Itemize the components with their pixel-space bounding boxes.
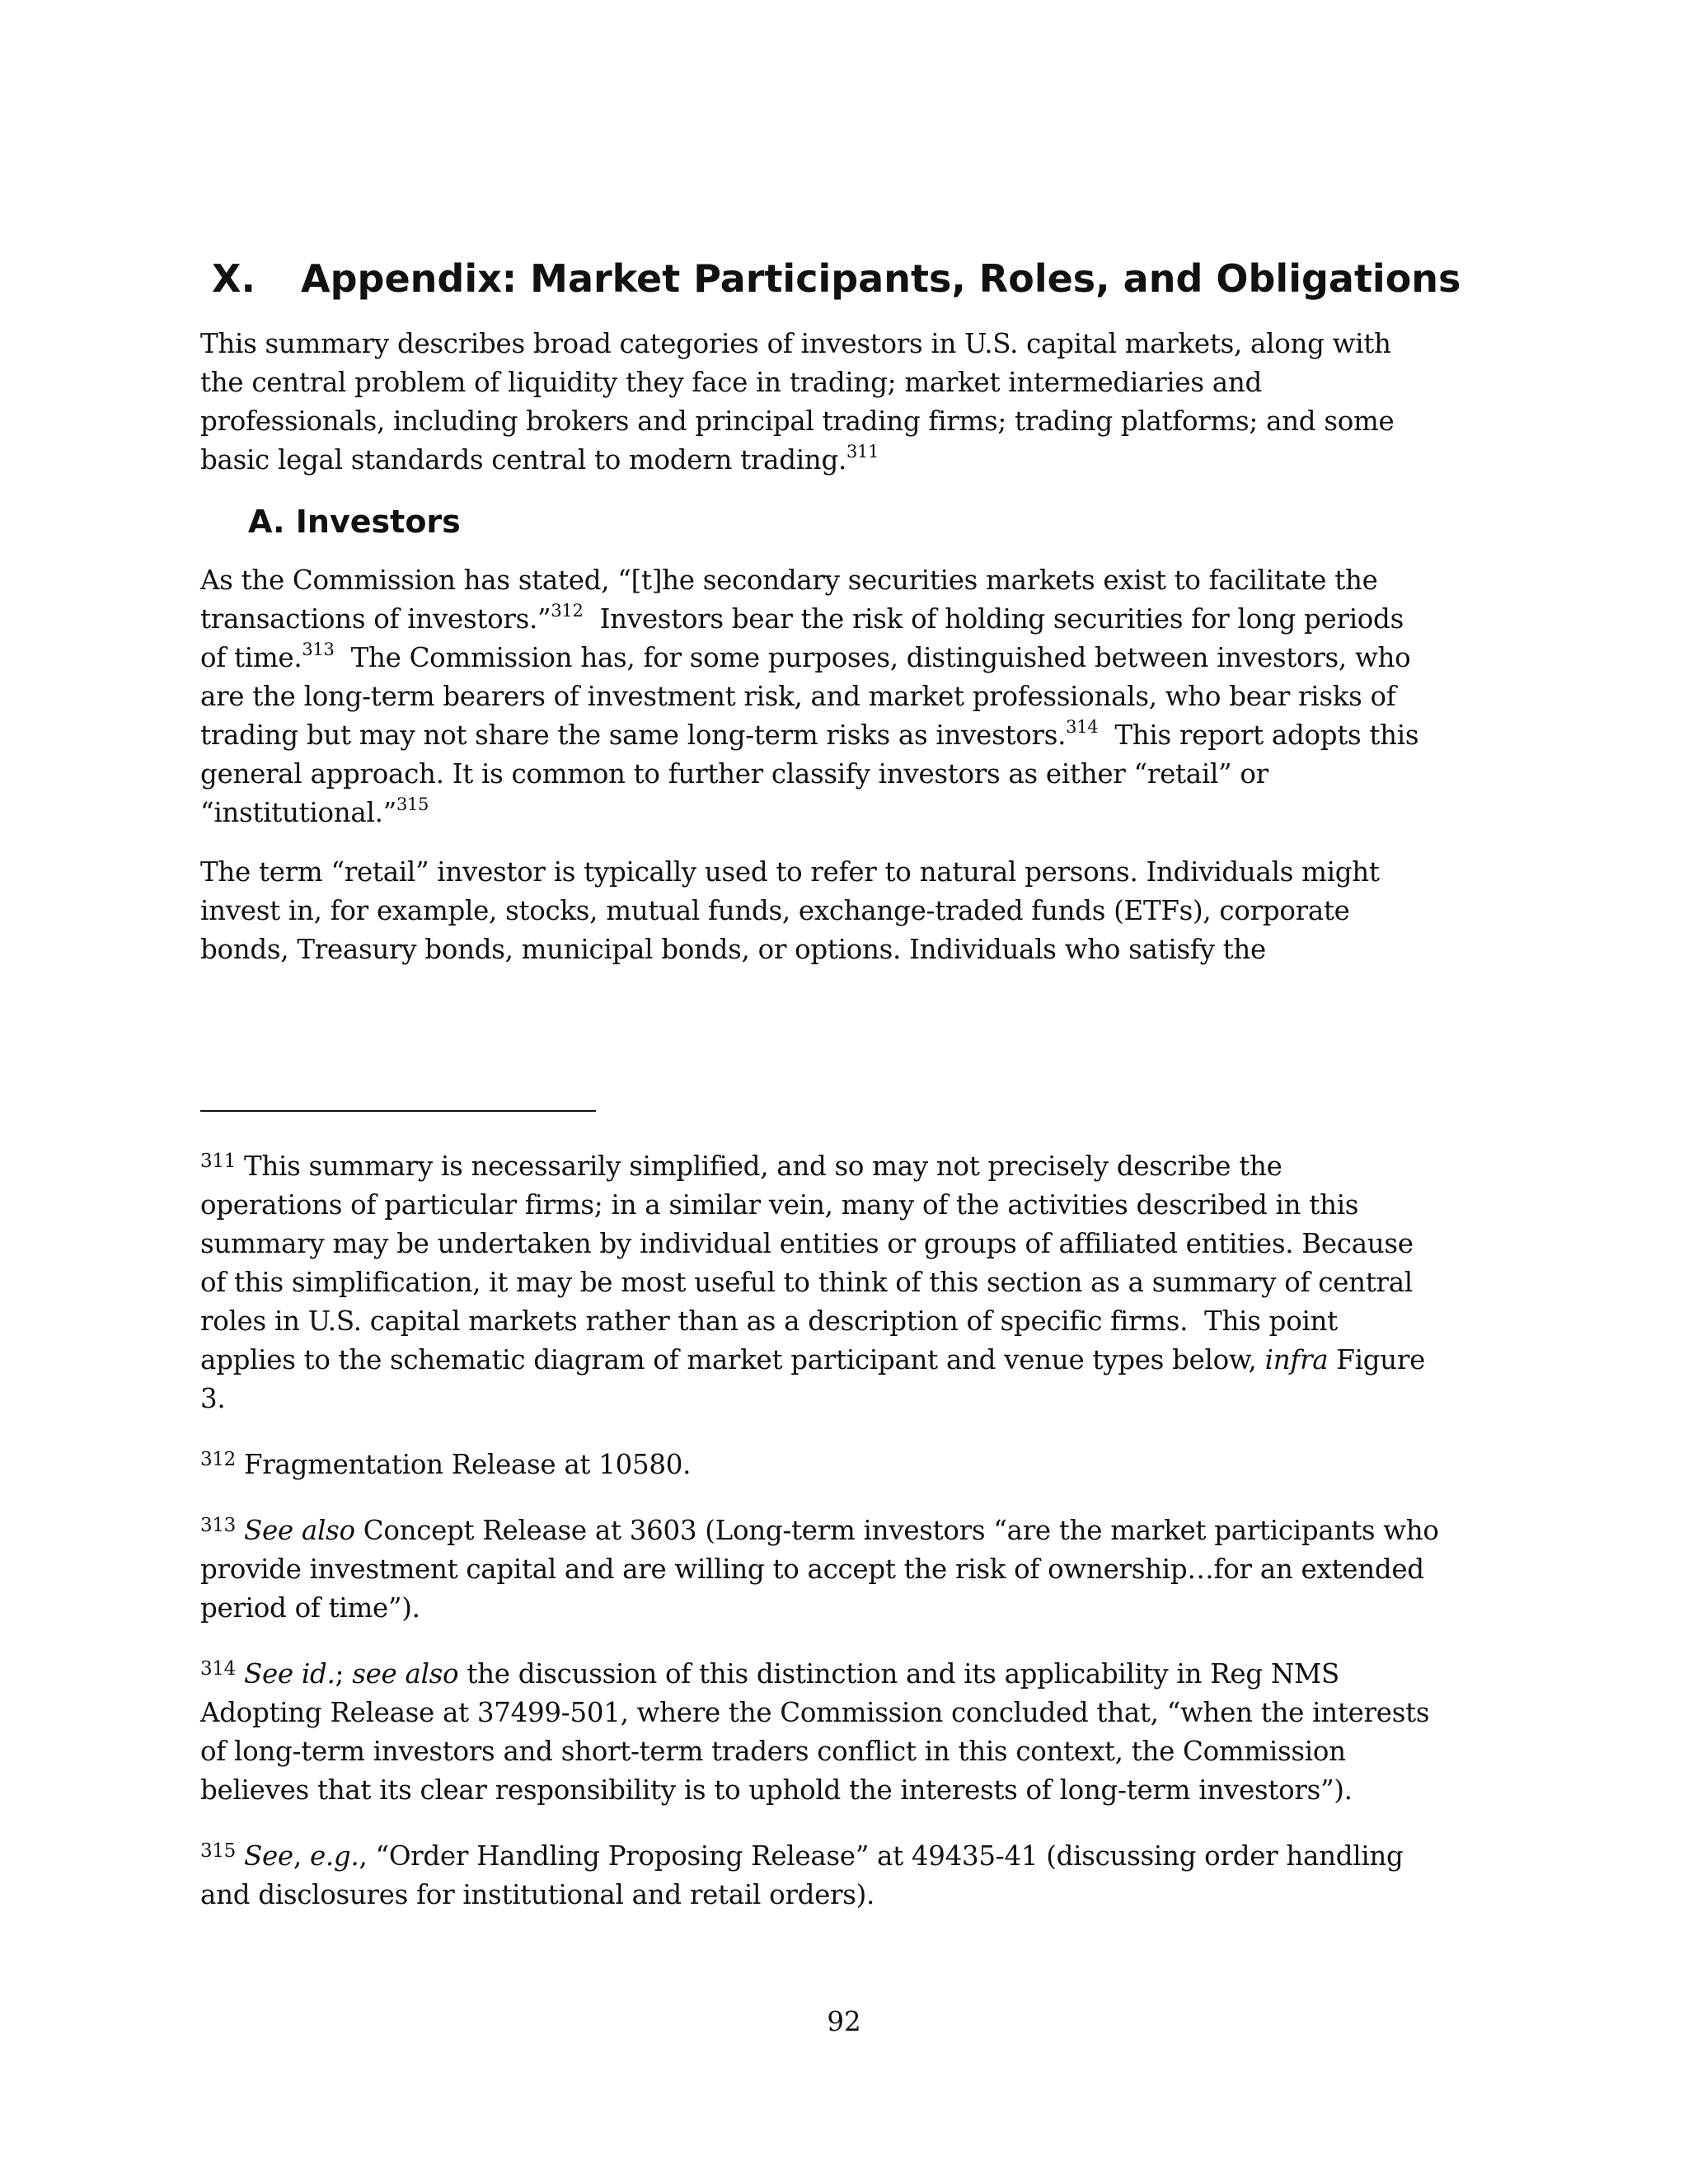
footnote-315 [200, 1837, 1503, 1915]
footnote-marker: 313 [200, 1515, 236, 1536]
footnote-italic: See also [244, 1515, 355, 1546]
footnote-italic: infra [1264, 1344, 1329, 1376]
subheading-letter: A. [248, 504, 285, 540]
intro-line-text: basic legal standards central to modern trading. [200, 444, 846, 476]
para-line: general approach. It is common to further classify investors as either “retail” or [200, 758, 1268, 790]
footnote-line: believes that its clear responsibility is to uphold the interests of long-term investors”). [200, 1774, 1353, 1806]
para-line [200, 600, 1503, 639]
footnote-line: 3. [200, 1383, 226, 1414]
footnote-312 [200, 1446, 1503, 1484]
footnote-text: applies to the schematic diagram of market participant and venue types below, [200, 1344, 1265, 1376]
footnotes [200, 1147, 1503, 1942]
para-line: invest in, for example, stocks, mutual funds, exchange-traded funds (ETFs), corporate [200, 895, 1350, 926]
footnote-italic: see also [352, 1658, 459, 1690]
footnote-ref-313[interactable]: 313 [302, 640, 335, 659]
section-title: Appendix: Market Participants, Roles, and Obligations [301, 256, 1461, 301]
footnote-text: Fragmentation Release at 10580. [236, 1449, 692, 1480]
footnote-text: , “Order Handling Proposing Release” at 49435-41 (discussing order handling [359, 1840, 1404, 1872]
subheading-title: Investors [295, 504, 461, 540]
footnote-ref-315[interactable]: 315 [396, 794, 429, 814]
section-number: X. [212, 256, 256, 301]
footnote-line: provide investment capital and are willing to accept the risk of ownership…for an extended [200, 1554, 1424, 1585]
footnote-line: operations of particular firms; in a similar vein, many of the activities described in this [200, 1189, 1359, 1221]
footnote-text: , [293, 1840, 310, 1872]
para-line: As the Commission has stated, “[t]he secondary securities markets exist to facilitate the [200, 565, 1378, 596]
intro-paragraph [200, 325, 1503, 480]
intro-line: This summary describes broad categories of investors in U.S. capital markets, along with [200, 328, 1391, 359]
intro-line-last [200, 441, 1503, 480]
footnote-ref-314[interactable]: 314 [1066, 717, 1099, 737]
footnote-line [200, 1655, 1503, 1694]
footnote-line: Adopting Release at 37499-501, where the Commission concluded that, “when the interests [200, 1697, 1430, 1728]
footnote-line: summary may be undertaken by individual entities or groups of affiliated entities. Because [200, 1228, 1414, 1259]
page-number: 92 [827, 2006, 861, 2037]
footnote-line: and disclosures for institutional and retail orders). [200, 1879, 875, 1910]
footnote-line [200, 1147, 1503, 1186]
footnote-marker: 314 [200, 1658, 236, 1680]
footnote-italic: See id. [244, 1658, 335, 1690]
footnote-line [200, 1511, 1503, 1550]
footnote-line: period of time”). [200, 1592, 420, 1624]
footnote-ref-312[interactable]: 312 [551, 601, 584, 621]
para-line [200, 716, 1503, 755]
footnote-line [200, 1837, 1503, 1876]
footnote-line [200, 1341, 1503, 1380]
para-text: trading but may not share the same long-term risks as investors. [200, 719, 1067, 751]
footnote-marker: 312 [200, 1449, 236, 1470]
footnote-italic: e.g. [309, 1840, 359, 1872]
footnote-line [200, 1446, 1503, 1484]
footnote-line: of this simplification, it may be most useful to think of this section as a summary of central [200, 1267, 1413, 1298]
footnote-separator [200, 1110, 596, 1112]
footnote-314 [200, 1655, 1503, 1810]
footnote-313 [200, 1511, 1503, 1628]
para-text: The Commission has, for some purposes, distinguished between investors, who [334, 642, 1411, 673]
para-line [200, 794, 1503, 832]
footnote-italic: See [244, 1840, 293, 1872]
footnote-marker: 315 [200, 1840, 236, 1862]
footnote-text: ; [335, 1658, 353, 1690]
subheading-investors [248, 500, 1503, 543]
para-text: “institutional.” [200, 797, 396, 828]
footnote-marker: 311 [200, 1151, 236, 1172]
investors-paragraph-1 [200, 561, 1503, 832]
investors-paragraph-2 [200, 853, 1503, 969]
para-text: transactions of investors.” [200, 603, 551, 635]
footnote-text: the discussion of this distinction and its applicability in Reg NMS [458, 1658, 1339, 1690]
para-text: This report adopts this [1098, 719, 1419, 751]
para-line [200, 639, 1503, 677]
footnote-ref-311[interactable]: 311 [846, 442, 879, 462]
para-line: bonds, Treasury bonds, municipal bonds, or options. Individuals who satisfy the [200, 934, 1266, 965]
para-text: of time. [200, 642, 302, 673]
intro-line: professionals, including brokers and principal trading firms; trading platforms; and some [200, 405, 1395, 437]
para-text: Investors bear the risk of holding securities for long periods [583, 603, 1404, 635]
footnote-text: Figure [1328, 1344, 1426, 1376]
footnote-line: of long-term investors and short-term traders conflict in this context, the Commission [200, 1736, 1346, 1767]
para-line: are the long-term bearers of investment risk, and market professionals, who bear risks of [200, 681, 1396, 712]
main-content [200, 254, 1503, 990]
para-line: The term “retail” investor is typically used to refer to natural persons. Individuals might [200, 856, 1380, 888]
intro-line: the central problem of liquidity they face in trading; market intermediaries and [200, 367, 1262, 398]
section-heading [212, 254, 1503, 303]
footnote-line: roles in U.S. capital markets rather than as a description of specific firms. This point [200, 1305, 1338, 1337]
footnote-text: This summary is necessarily simplified, and so may not precisely describe the [236, 1151, 1282, 1182]
footnote-311 [200, 1147, 1503, 1418]
footnote-text: Concept Release at 3603 (Long-term investors “are the market participants who [354, 1515, 1439, 1546]
